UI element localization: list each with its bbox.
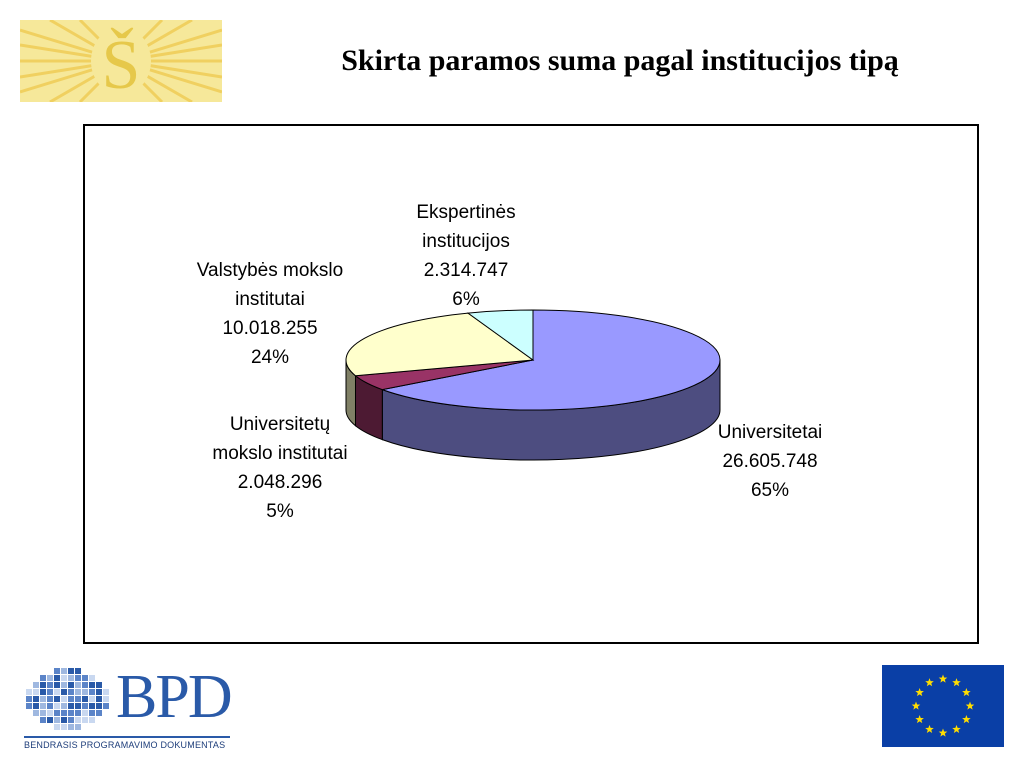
label-percent: 24% — [250, 347, 290, 368]
mosaic-tile — [103, 689, 109, 695]
mosaic-tile — [61, 717, 67, 723]
lithuania-map-mosaic — [20, 662, 116, 734]
mosaic-tile — [40, 689, 46, 695]
chart-frame — [83, 124, 979, 644]
mosaic-tile — [75, 710, 81, 716]
mosaic-tile — [82, 703, 88, 709]
mosaic-tile — [61, 675, 67, 681]
mosaic-tile — [54, 682, 60, 688]
mosaic-tile — [33, 703, 39, 709]
mosaic-tile — [103, 703, 109, 709]
mosaic-tile — [54, 696, 60, 702]
label-line: mokslo institutai — [212, 443, 348, 464]
eu-star-icon — [915, 688, 924, 696]
eu-star-icon — [966, 702, 975, 710]
eu-star-icon — [912, 702, 921, 710]
eu-flag — [882, 665, 1004, 747]
mosaic-tile — [89, 696, 95, 702]
mosaic-tile — [89, 675, 95, 681]
mosaic-tile — [75, 696, 81, 702]
mosaic-tile — [89, 703, 95, 709]
label-ekspertines-institucijos — [391, 198, 541, 314]
mosaic-tile — [54, 703, 60, 709]
mosaic-tile — [96, 703, 102, 709]
mosaic-tile — [68, 675, 74, 681]
mosaic-tile — [75, 703, 81, 709]
mosaic-tile — [54, 724, 60, 730]
mosaic-tile — [61, 710, 67, 716]
eu-star-icon — [952, 678, 961, 686]
mosaic-tile — [82, 682, 88, 688]
label-valstybes-mokslo-institutai — [175, 256, 365, 372]
mosaic-tile — [47, 675, 53, 681]
label-universitetai — [695, 418, 845, 505]
mosaic-tile — [75, 724, 81, 730]
eu-star-icon — [915, 715, 924, 723]
mosaic-tile — [47, 689, 53, 695]
label-line: institutai — [235, 289, 305, 310]
mosaic-tile — [47, 682, 53, 688]
mosaic-tile — [61, 703, 67, 709]
mosaic-tile — [82, 696, 88, 702]
mosaic-tile — [54, 710, 60, 716]
mosaic-tile — [33, 696, 39, 702]
eu-star-icon — [962, 715, 971, 723]
label-value: 2.314.747 — [423, 260, 509, 281]
mosaic-tile — [47, 710, 53, 716]
page-title: Skirta paramos suma pagal institucijos tipą — [341, 44, 899, 77]
top-left-logo — [20, 20, 222, 102]
mosaic-tile — [54, 717, 60, 723]
mosaic-tile — [82, 710, 88, 716]
mosaic-tile — [47, 696, 53, 702]
pie-top-faces — [346, 310, 720, 410]
mosaic-tile — [68, 703, 74, 709]
bpd-name: BPD — [116, 663, 231, 731]
eu-stars — [882, 665, 1004, 747]
mosaic-tile — [61, 724, 67, 730]
label-percent: 65% — [750, 480, 790, 501]
mosaic-tile — [89, 710, 95, 716]
mosaic-tile — [68, 717, 74, 723]
mosaic-tile — [40, 682, 46, 688]
mosaic-tile — [47, 717, 53, 723]
mosaic-tile — [54, 675, 60, 681]
mosaic-tile — [75, 717, 81, 723]
mosaic-tile — [103, 696, 109, 702]
mosaic-tile — [26, 696, 32, 702]
mosaic-tile — [26, 689, 32, 695]
mosaic-tile — [54, 689, 60, 695]
eu-star-icon — [925, 678, 934, 686]
label-line: Universitetų — [229, 414, 331, 435]
mosaic-tile — [68, 668, 74, 674]
mosaic-tile — [61, 696, 67, 702]
mosaic-tile — [75, 668, 81, 674]
bpd-logo — [20, 662, 230, 754]
mosaic-tile — [40, 717, 46, 723]
bpd-subtitle: BENDRASIS PROGRAMAVIMO DOKUMENTAS — [24, 736, 230, 750]
mosaic-tile — [61, 668, 67, 674]
mosaic-tile — [82, 717, 88, 723]
mosaic-tile — [96, 710, 102, 716]
mosaic-tile — [96, 696, 102, 702]
mosaic-tile — [68, 689, 74, 695]
label-percent: 5% — [266, 501, 294, 522]
mosaic-tile — [40, 696, 46, 702]
eu-star-icon — [925, 725, 934, 733]
label-value: 26.605.748 — [722, 451, 818, 472]
label-universitetu-mokslo-institutai — [195, 410, 365, 526]
label-line: Ekspertinės — [416, 202, 516, 223]
mosaic-tile — [61, 689, 67, 695]
mosaic-tile — [89, 717, 95, 723]
mosaic-tile — [96, 682, 102, 688]
eu-star-icon — [962, 688, 971, 696]
mosaic-tile — [40, 675, 46, 681]
mosaic-tile — [33, 682, 39, 688]
mosaic-tile — [40, 703, 46, 709]
eu-star-icon — [939, 729, 948, 737]
mosaic-tile — [68, 682, 74, 688]
mosaic-tile — [89, 682, 95, 688]
mosaic-tile — [82, 675, 88, 681]
label-line: Universitetai — [717, 422, 823, 443]
mosaic-tile — [61, 682, 67, 688]
mosaic-tile — [26, 703, 32, 709]
mosaic-tile — [82, 689, 88, 695]
mosaic-tile — [68, 710, 74, 716]
mosaic-tile — [89, 689, 95, 695]
mosaic-tile — [75, 682, 81, 688]
eu-star-icon — [952, 725, 961, 733]
label-line: institucijos — [422, 231, 510, 252]
mosaic-tile — [75, 675, 81, 681]
eu-star-icon — [939, 675, 948, 683]
mosaic-tile — [75, 689, 81, 695]
mosaic-tile — [33, 710, 39, 716]
label-percent: 6% — [452, 289, 480, 310]
label-value: 10.018.255 — [222, 318, 318, 339]
mosaic-tile — [96, 689, 102, 695]
logo-letter: Š — [101, 27, 141, 102]
label-value: 2.048.296 — [237, 472, 323, 493]
mosaic-tile — [40, 710, 46, 716]
mosaic-tile — [54, 668, 60, 674]
mosaic-tile — [68, 696, 74, 702]
mosaic-tile — [68, 724, 74, 730]
mosaic-tile — [47, 703, 53, 709]
mosaic-tile — [33, 689, 39, 695]
label-line: Valstybės mokslo — [196, 260, 344, 281]
